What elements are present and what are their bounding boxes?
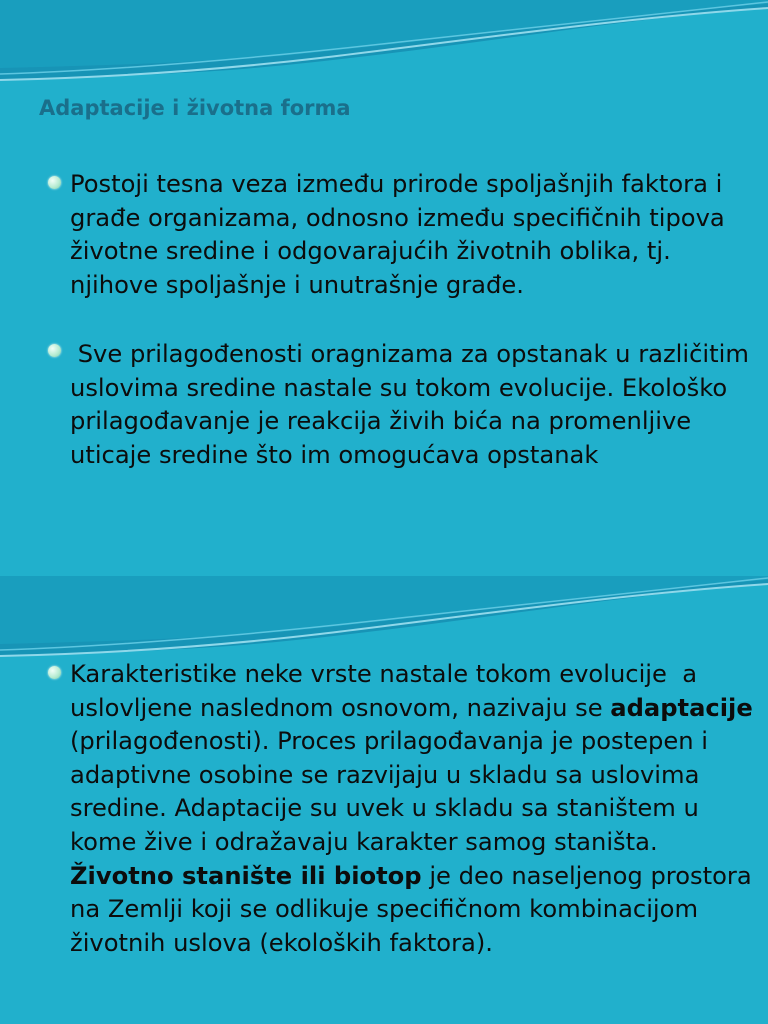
text-span: (prilagođenosti). Proces prilagođavanja je postepen i adaptivne osobine se razvijaju u skladu sa uslovima sredine. Adaptacije su uvek u skladu sa staništem u kome žive i odražavaju karakter samog staništa. xyxy=(70,693,761,856)
paragraph-3 xyxy=(70,658,760,960)
term-biotop: Životno stanište ili biotop xyxy=(70,861,422,890)
paragraph-2: Sve prilagođenosti oragnizama za opstanak u različitim uslovima sredine nastale su tokom evolucije. Ekološko prilagođavanje je reakcija živih bića na promenljive uticaje sredine što im omogućava opstanak xyxy=(70,340,757,469)
slide-2 xyxy=(0,576,768,1024)
text-span: je deo naseljenog prostora na Zemlji koji se odlikuje specifičnom kombinacijom životnih uslova (ekoloških faktora). xyxy=(70,861,760,957)
term-adaptacije: adaptacije xyxy=(610,693,753,722)
bullet-icon xyxy=(48,666,61,679)
wave-decoration xyxy=(0,0,768,100)
paragraph-1: Postoji tesna veza između prirode spoljašnjih faktora i građe organizama, odnosno između specifičnih tipova životne sredine i odgovarajućih životnih oblika, tj. njihove spoljašnje i unutrašnje građe. xyxy=(70,170,725,299)
text-span: Karakteristike neke vrste nastale tokom evolucije a uslovljene naslednom osnovom, nazivaju se xyxy=(70,660,705,722)
slide-title: Adaptacije i životna forma xyxy=(39,96,351,120)
bullet-icon xyxy=(48,344,61,357)
bullet-icon xyxy=(48,176,61,189)
